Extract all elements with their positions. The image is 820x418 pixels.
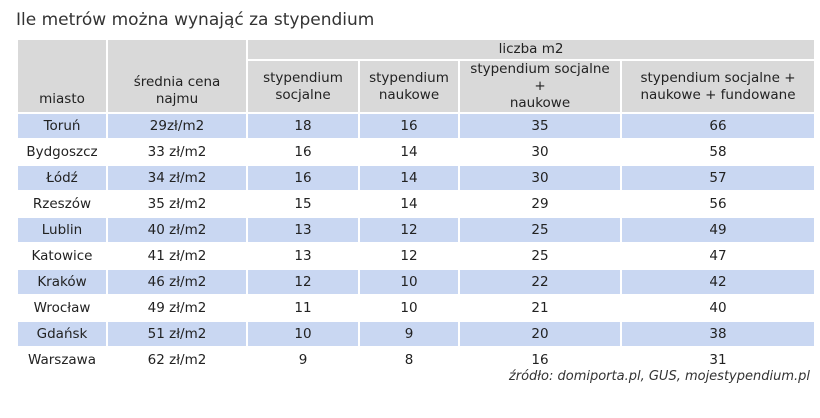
social-cell: 12 xyxy=(248,270,358,294)
table-row xyxy=(18,192,814,216)
merit-cell: 14 xyxy=(400,144,418,160)
source-note: źródło: domiporta.pl, GUS, mojestypendium.pl xyxy=(508,369,810,384)
social-merit-funded-cell: 40 xyxy=(709,300,727,316)
social-cell: 11 xyxy=(294,300,312,316)
column-header-social-merit-funded-line1: stypendium socjalne + xyxy=(640,69,796,86)
social-merit-funded-cell: 56 xyxy=(709,196,727,212)
avg-rent-cell: 46 zł/m2 xyxy=(108,270,246,294)
social-merit-cell: 22 xyxy=(460,270,620,294)
group-header-area: liczba m2 xyxy=(248,40,814,59)
column-header-social-merit-line2: naukowe xyxy=(509,95,571,111)
avg-rent-cell: 41 zł/m2 xyxy=(147,248,207,264)
social-merit-cell: 21 xyxy=(531,300,549,316)
social-merit-cell: 35 xyxy=(460,114,620,138)
merit-cell: 8 xyxy=(404,352,414,368)
column-header-social-merit-funded xyxy=(622,61,814,112)
social-merit-funded-cell: 31 xyxy=(709,352,727,368)
city-cell: Kraków xyxy=(18,270,106,294)
column-header-social-line2: socjalne xyxy=(275,86,331,103)
avg-rent-cell: 62 zł/m2 xyxy=(147,352,207,368)
column-header-merit-line2: naukowe xyxy=(378,86,440,103)
social-cell: 10 xyxy=(248,322,358,346)
city-cell: Lublin xyxy=(18,218,106,242)
table-row xyxy=(18,244,814,268)
city-cell: Gdańsk xyxy=(18,322,106,346)
column-header-merit xyxy=(360,61,458,112)
avg-rent-cell: 40 zł/m2 xyxy=(108,218,246,242)
avg-rent-cell: 51 zł/m2 xyxy=(108,322,246,346)
avg-rent-cell: 29zł/m2 xyxy=(108,114,246,138)
social-cell: 13 xyxy=(248,218,358,242)
merit-cell: 16 xyxy=(360,114,458,138)
avg-rent-cell: 33 zł/m2 xyxy=(147,144,207,160)
column-header-social-merit xyxy=(460,61,620,112)
table-row xyxy=(18,218,814,242)
social-cell: 15 xyxy=(294,196,312,212)
merit-cell: 14 xyxy=(400,196,418,212)
column-header-social-merit-line1: stypendium socjalne + xyxy=(470,61,610,94)
table-row xyxy=(18,114,814,138)
merit-cell: 10 xyxy=(400,300,418,316)
city-cell: Katowice xyxy=(31,248,93,264)
city-cell: Toruń xyxy=(18,114,106,138)
avg-rent-cell: 35 zł/m2 xyxy=(147,196,207,212)
city-cell: Rzeszów xyxy=(32,196,92,212)
column-header-merit-line1: stypendium xyxy=(369,69,449,86)
column-header-social-merit-funded-line2: naukowe + fundowane xyxy=(640,86,796,103)
social-cell: 16 xyxy=(248,166,358,190)
column-header-social xyxy=(248,61,358,112)
social-merit-funded-cell: 49 xyxy=(622,218,814,242)
data-table xyxy=(16,38,816,374)
table-row xyxy=(18,322,814,346)
table-row xyxy=(18,166,814,190)
social-merit-funded-cell: 58 xyxy=(709,144,727,160)
social-merit-funded-cell: 42 xyxy=(622,270,814,294)
social-merit-cell: 20 xyxy=(460,322,620,346)
social-merit-funded-cell: 57 xyxy=(622,166,814,190)
avg-rent-cell: 49 zł/m2 xyxy=(147,300,207,316)
social-merit-cell: 16 xyxy=(531,352,549,368)
social-merit-cell: 25 xyxy=(460,218,620,242)
social-merit-funded-cell: 38 xyxy=(622,322,814,346)
merit-cell: 9 xyxy=(360,322,458,346)
social-merit-cell: 25 xyxy=(531,248,549,264)
merit-cell: 14 xyxy=(360,166,458,190)
column-header-social-line1: stypendium xyxy=(263,69,343,86)
social-merit-funded-cell: 47 xyxy=(709,248,727,264)
social-cell: 18 xyxy=(248,114,358,138)
social-cell: 13 xyxy=(294,248,312,264)
merit-cell: 12 xyxy=(400,248,418,264)
city-cell: Bydgoszcz xyxy=(26,144,98,160)
social-merit-funded-cell: 66 xyxy=(622,114,814,138)
social-merit-cell: 30 xyxy=(460,166,620,190)
merit-cell: 10 xyxy=(360,270,458,294)
city-cell: Warszawa xyxy=(27,352,96,368)
merit-cell: 12 xyxy=(360,218,458,242)
chart-title: Ile metrów można wynająć za stypendium xyxy=(16,10,375,30)
table-body xyxy=(18,114,814,372)
city-cell: Łódź xyxy=(18,166,106,190)
table-row xyxy=(18,140,814,164)
social-cell: 16 xyxy=(294,144,312,160)
table-row xyxy=(18,296,814,320)
social-merit-cell: 30 xyxy=(531,144,549,160)
column-header-city: miasto xyxy=(18,40,106,112)
social-cell: 9 xyxy=(298,352,308,368)
city-cell: Wrocław xyxy=(33,300,91,316)
header-row-group xyxy=(18,40,814,59)
table-row xyxy=(18,270,814,294)
column-header-avg-rent: średnia cena najmu xyxy=(108,40,246,112)
avg-rent-cell: 34 zł/m2 xyxy=(108,166,246,190)
social-merit-cell: 29 xyxy=(531,196,549,212)
